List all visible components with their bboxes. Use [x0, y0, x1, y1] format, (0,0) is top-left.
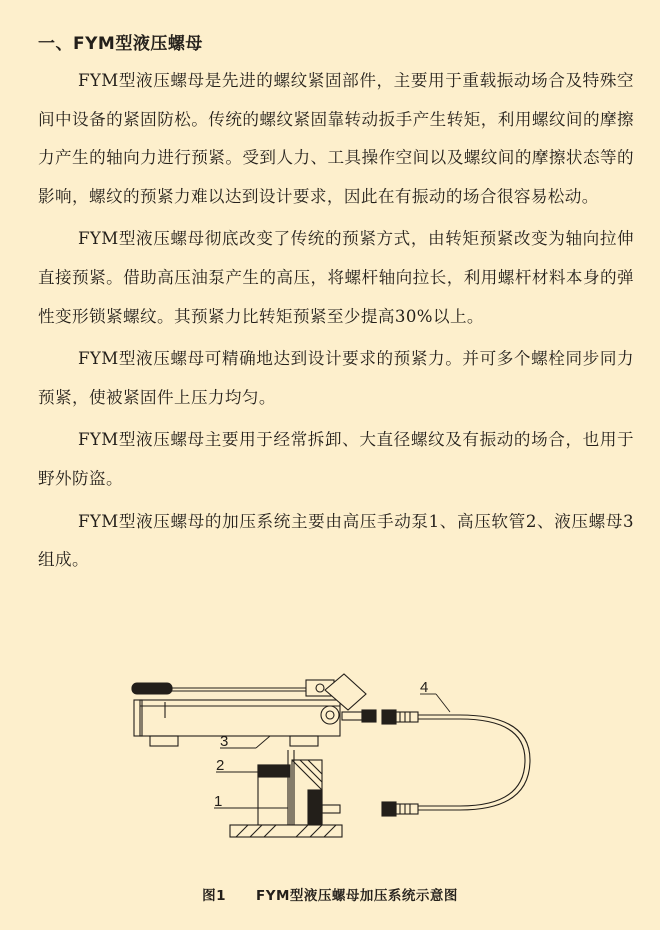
pump-handle: [132, 680, 334, 696]
paragraph-1: FYM型液压螺母是先进的螺纹紧固部件，主要用于重载振动场合及特殊空间中设备的紧固防松。传统的螺纹紧固靠转动扳手产生转矩，利用螺纹间的摩擦力产生的轴向力进行预紧。受到人力、工具操作空间以及螺纹间的摩擦状态等的影响，螺纹的预紧力难以达到设计要求，因此在有振动的场合很容易松动。: [38, 71, 634, 206]
body-text: [38, 62, 634, 584]
hydraulic-nut: [230, 750, 342, 837]
figure-caption-text: FYM型液压螺母加压系统示意图: [255, 888, 458, 904]
pressure-system-diagram: [120, 660, 550, 840]
section-heading: 一、FYM型液压螺母: [38, 34, 203, 54]
label-1: 1: [214, 793, 223, 810]
figure-number: 图1: [202, 888, 226, 904]
paragraph-3: FYM型液压螺母可精确地达到设计要求的预紧力。并可多个螺栓同步同力预紧，使被紧固件上压力均匀。: [38, 349, 634, 407]
paragraph-2: FYM型液压螺母彻底改变了传统的预紧方式，由转矩预紧改变为轴向拉伸直接预紧。借助高压油泵产生的高压，将螺杆轴向拉长，利用螺杆材料本身的弹性变形锁紧螺纹。其预紧力比转矩预紧至少提高30%以上。: [38, 229, 634, 326]
paragraph-4: FYM型液压螺母主要用于经常拆卸、大直径螺纹及有振动的场合，也用于野外防盗。: [38, 430, 634, 488]
paragraph-5: FYM型液压螺母的加压系统主要由高压手动泵1、高压软管2、液压螺母3组成。: [38, 511, 634, 570]
high-pressure-hose: [382, 710, 530, 816]
label-2: 2: [216, 757, 225, 774]
label-3: 3: [220, 733, 229, 750]
figure-caption: [0, 884, 660, 904]
label-4: 4: [420, 679, 429, 696]
pump-body: [134, 700, 340, 746]
